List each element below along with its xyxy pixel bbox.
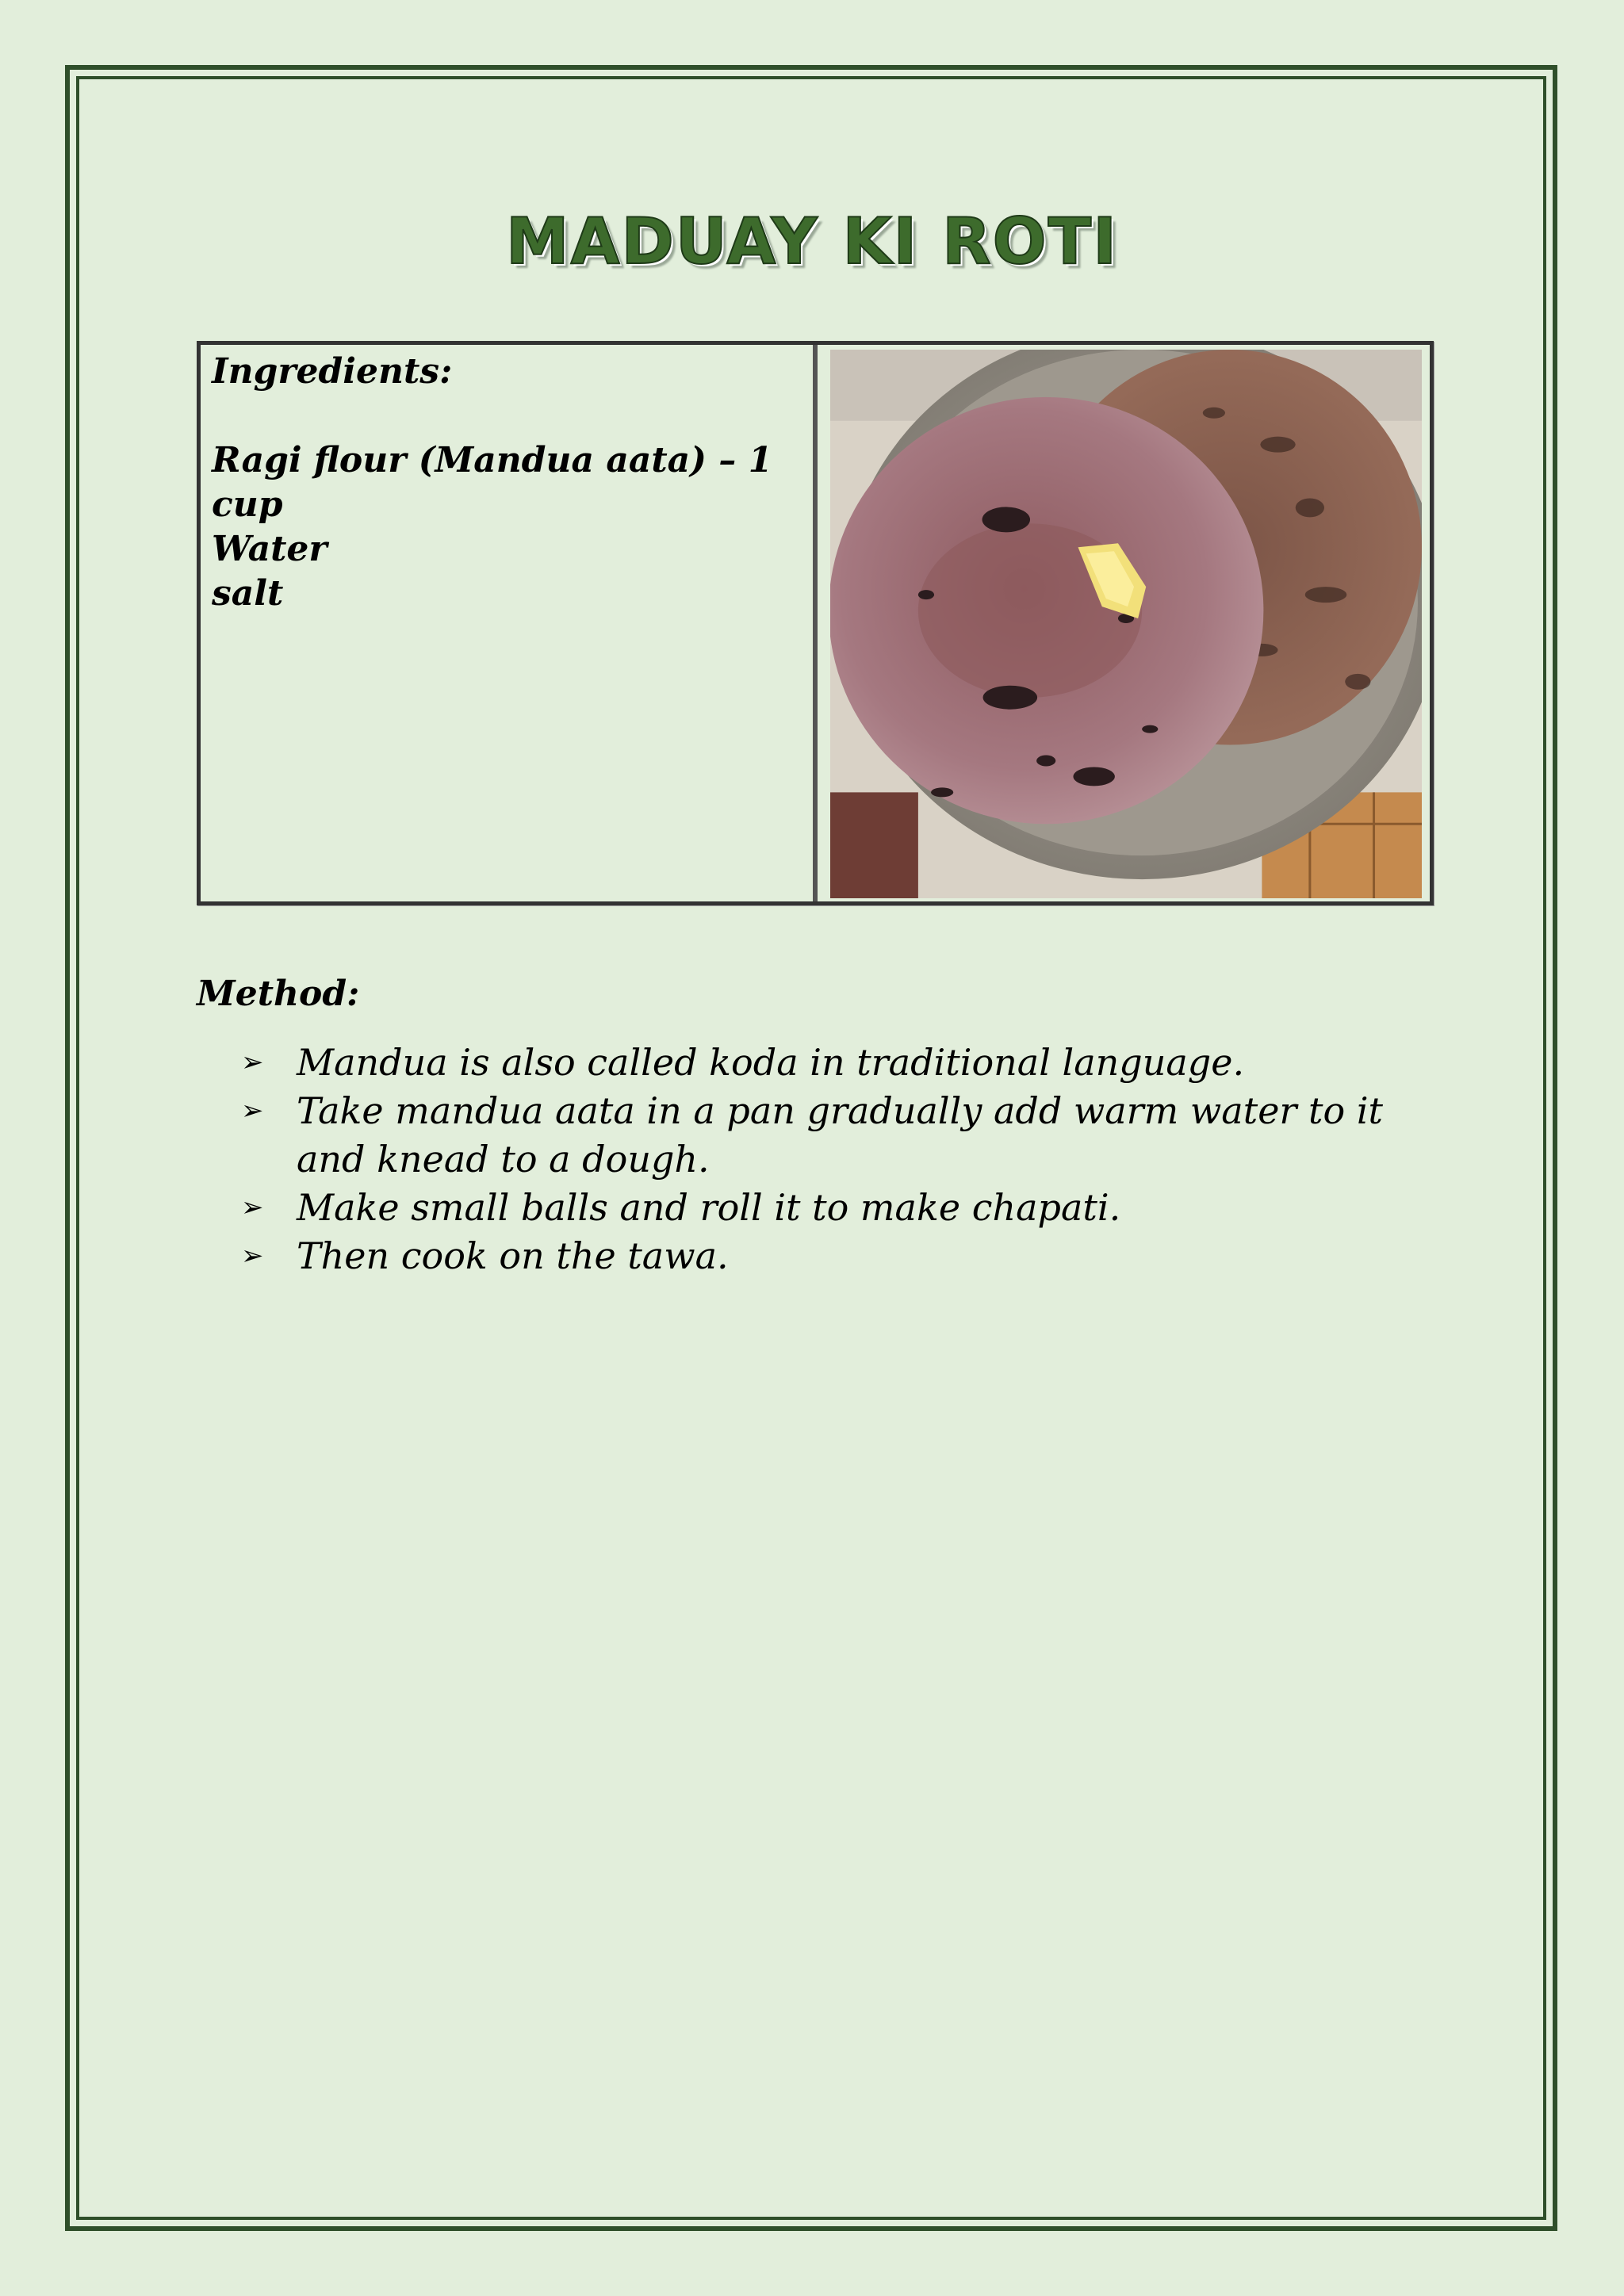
- arrowhead-bullet-icon: ➢: [241, 1240, 264, 1272]
- method-list: [238, 1039, 1459, 1280]
- method-step: [238, 1184, 1459, 1232]
- ingredients-table: [197, 341, 1434, 905]
- method-heading: Method:: [197, 974, 360, 1014]
- ingredient-item: Water: [212, 529, 327, 569]
- recipe-title: MADUAY KI ROTI: [505, 205, 1119, 278]
- ingredients-cell: [201, 345, 818, 901]
- method-step-text: Then cook on the tawa.: [297, 1234, 729, 1277]
- method-step: [238, 1087, 1459, 1184]
- photo-cell: [818, 345, 1430, 901]
- ingredients-heading: Ingredients:: [212, 351, 453, 392]
- method-step: [238, 1232, 1459, 1280]
- ingredient-item: Ragi flour (Mandua aata) – 1 cup: [212, 440, 773, 525]
- ingredient-item: salt: [212, 573, 284, 614]
- roti-photo: [830, 350, 1422, 898]
- method-step-text: Take mandua aata in a pan gradually add warm water to it and knead to a dough.: [297, 1089, 1384, 1181]
- arrowhead-bullet-icon: ➢: [241, 1095, 264, 1127]
- method-step-text: Mandua is also called koda in traditional language.: [297, 1041, 1245, 1084]
- arrowhead-bullet-icon: ➢: [241, 1192, 264, 1223]
- method-step: [238, 1039, 1459, 1087]
- method-step-text: Make small balls and roll it to make chapati.: [297, 1186, 1121, 1229]
- arrowhead-bullet-icon: ➢: [241, 1047, 264, 1078]
